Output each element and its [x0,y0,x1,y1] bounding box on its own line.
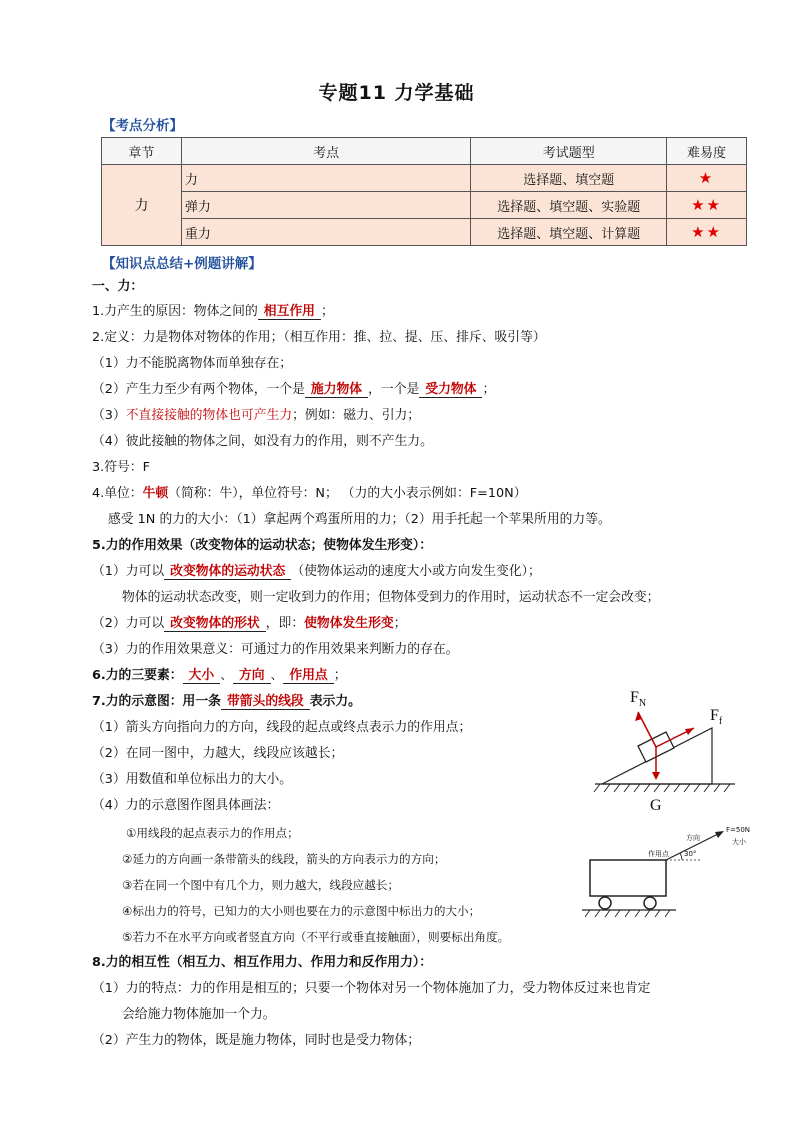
cart-wheel-right [644,897,656,909]
line-4 [92,486,527,502]
ground-hatch [594,784,730,792]
type-cell: 选择题、填空题、计算题 [471,219,667,246]
difficulty-stars: ★ [667,165,747,192]
size-label: 大小 [732,838,746,846]
cart-wheel-left [599,897,611,909]
point-label: 作用点 [648,850,669,858]
line-5c [92,616,406,632]
text: ； [393,616,407,631]
point-cell: 力 [181,165,470,192]
line-5: 5.力的作用效果（改变物体的运动状态；使物体发生形变）： [92,538,433,553]
text: 、 [220,668,233,683]
answer: 改变物体的形状 [164,616,266,632]
line-8a: （1）力的特点：力的作用是相互的；只要一个物体对另一个物体施加了力，受力物体反过来也肯定 [92,981,651,996]
table-row [102,192,747,219]
table-row [102,219,747,246]
section-knowledge: 【知识点总结+例题讲解】 [102,256,262,272]
text: ；例如：磁力、引力； [292,408,421,423]
text: 1.力产生的原因：物体之间的 [92,304,258,319]
text: ； [320,304,334,319]
cart-force-diagram [578,820,768,922]
highlight: 不直接接触的物体也可产生力 [125,408,293,423]
header-type: 考试题型 [471,138,667,165]
line-5d: （3）力的作用效果意义：可通过力的作用效果来判断力的存在。 [92,642,459,657]
line-7d5: ⑤若力不在水平方向或者竖直方向（不平行或垂直接触面），则要标出角度。 [122,930,510,944]
answer: 带箭头的线段 [221,694,310,710]
answer: 相互作用 [258,304,321,320]
line-7c: （3）用数值和单位标出力的大小。 [92,772,293,787]
friction-force-arrowhead [685,728,694,735]
difficulty-stars: ★★ [667,219,747,246]
text: ，一个是 [368,382,420,397]
answer: 改变物体的运动状态 [164,564,291,580]
line-7d4: ④标出力的符号，已知力的大小则也要在力的示意图中标出力的大小； [122,904,481,918]
line-7d3: ③若在同一个图中有几个力，则力越大，线段应越长； [122,878,400,892]
exam-point-table [101,137,747,246]
highlight: 牛顿 [142,486,169,501]
ground-hatch [585,910,670,917]
friction-force-label: $F_f$ [710,707,723,727]
line-4b: 感受 1N 的力的大小：（1）拿起两个鸡蛋所用的力；（2）用手托起一个苹果所用的力等。 [108,512,611,527]
line-2a: （1）力不能脱离物体而单独存在； [92,356,293,371]
angle-arc [680,853,682,860]
chapter-cell: 力 [102,165,182,246]
answer: 大小 [183,668,221,684]
type-cell: 选择题、填空题 [471,165,667,192]
gravity-force-arrowhead [652,772,660,780]
line-5b: 物体的运动状态改变，则一定收到力的作用；但物体受到力的作用时，运动状态不一定会改变； [122,590,660,605]
line-7b: （2）在同一图中，力越大，线段应该越长； [92,746,344,761]
line-5a [92,564,541,580]
line-8: 8.力的相互性（相互力、相互作用力、作用力和反作用力）： [92,955,433,970]
line-7 [92,694,361,710]
line-6 [92,668,347,684]
answer: 施力物体 [305,382,368,398]
text: （2）产生力至少有两个物体，一个是 [92,382,305,397]
point-cell: 重力 [181,219,470,246]
text: 7.力的示意图：用一条 [92,694,221,709]
table-header-row [102,138,747,165]
text: （3） [92,408,126,423]
point-cell: 弹力 [181,192,470,219]
cart-body [590,860,666,896]
answer: 作用点 [283,668,333,684]
header-point: 考点 [181,138,470,165]
line-8a2: 会给施力物体施加一个力。 [122,1007,276,1022]
text: 4.单位： [92,486,143,501]
difficulty-stars: ★★ [667,192,747,219]
text: （2）力可以 [92,616,165,631]
line-2d: （4）彼此接触的物体之间，如没有力的作用，则不产生力。 [92,434,433,449]
angle-label: 30° [684,850,697,858]
heading-force: 一、力： [92,279,144,294]
line-7d1: ①用线段的起点表示力的作用点； [126,826,299,840]
force-arrowhead [715,831,724,838]
gravity-force-label: G [650,797,662,814]
text: （简称：牛），单位符号：N； （力的大小表示例如：F=10N） [168,486,527,501]
line-1 [92,304,334,320]
line-2c [92,408,420,424]
text: ，即： [265,616,305,631]
normal-force-label: $F_N$ [630,689,647,709]
line-7a: （1）箭头方向指向力的方向，线段的起点或终点表示力的作用点； [92,720,472,735]
text: 、 [270,668,284,683]
line-7d2: ②延力的方向画一条带箭头的线段，箭头的方向表示力的方向； [122,852,446,866]
line-3: 3.符号：F [92,460,150,475]
page-title: 专题11 力学基础 [318,82,475,104]
force-value-label: F=50N [726,826,751,834]
table-row [102,165,747,192]
text: ； [482,382,496,397]
answer: 方向 [233,668,271,684]
highlight: 使物体发生形变 [304,616,394,631]
line-2: 2.定义：力是物体对物体的作用；（相互作用：推、拉、提、压、排斥、吸引等） [92,330,546,345]
header-difficulty: 难易度 [667,138,747,165]
incline-force-diagram [590,688,740,818]
text: 表示力。 [309,694,361,709]
line-7d: （4）力的示意图作图具体画法： [92,798,280,813]
text: ； [333,668,347,683]
text: （1）力可以 [92,564,165,579]
text: （使物体运动的速度大小或方向发生变化）； [291,564,541,579]
section-exam-analysis: 【考点分析】 [102,118,183,134]
text: 6.力的三要素： [92,668,183,683]
line-8b: （2）产生力的物体，既是施力物体，同时也是受力物体； [92,1033,421,1048]
line-2b [92,382,495,398]
type-cell: 选择题、填空题、实验题 [471,192,667,219]
header-chapter: 章节 [102,138,182,165]
direction-label: 方向 [686,834,700,842]
answer: 受力物体 [419,382,482,398]
